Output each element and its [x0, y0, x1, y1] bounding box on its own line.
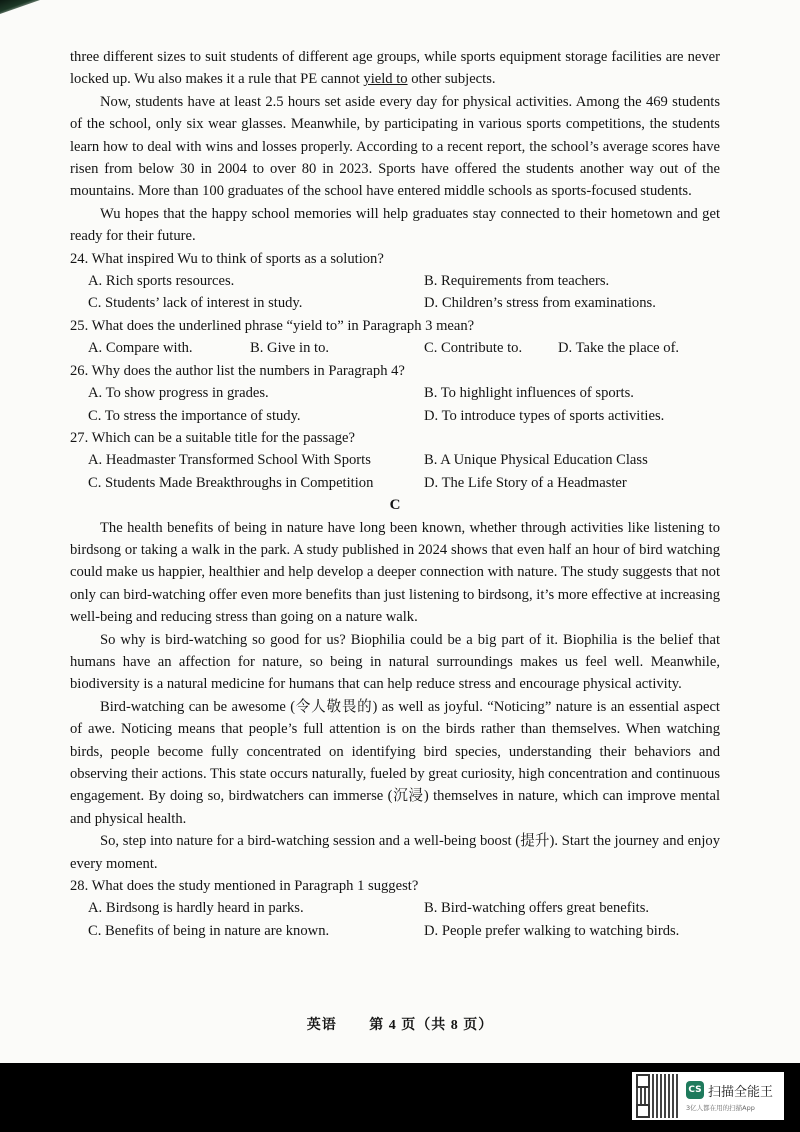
option-b: B. Bird-watching offers great benefits. — [424, 900, 650, 917]
option-b: B. Requirements from teachers. — [424, 273, 610, 290]
paragraph-c4: So, step into nature for a bird-watching session and a well-being boost (提升). Start the journey and enjoy every moment. — [70, 833, 720, 872]
footer-subject: 英语 — [306, 1018, 337, 1033]
page-content — [70, 46, 720, 942]
option-c: C. Students Made Breakthroughs in Competition — [88, 474, 374, 491]
option-c: C. Benefits of being in nature are known. — [88, 922, 330, 939]
option-a: A. To show progress in grades. — [88, 385, 269, 402]
question-24 — [70, 248, 720, 315]
question-stem: 26. Why does the author list the numbers in Paragraph 4? — [70, 362, 405, 379]
option-a: A. Rich sports resources. — [88, 273, 235, 290]
scanner-brand — [686, 1081, 773, 1112]
question-stem: 28. What does the study mentioned in Paragraph 1 suggest? — [70, 878, 419, 895]
question-stem: 27. Which can be a suitable title for the passage? — [70, 429, 356, 446]
option-a: A. Headmaster Transformed School With Sports — [88, 452, 371, 469]
paragraph-b4: Now, students have at least 2.5 hours set aside every day for physical activities. Among the 469 students of the school, only six wear glasses. Meanwhile, by participating in various sports competitions, the students learn how to deal with wins and losses properly. According to a recent report, the school’s average scores have risen from below 30 in 2004 to over 80 in 2023. Sports have offered the students another way out of the mountains. More than 100 graduates of the school have entered middle schools as sports-focused students. — [70, 93, 720, 200]
question-26 — [70, 360, 720, 427]
option-d: D. Children’s stress from examinations. — [424, 295, 656, 312]
option-d: D. People prefer walking to watching birds. — [424, 922, 680, 939]
scan-corner-shadow — [0, 0, 40, 14]
option-d: D. The Life Story of a Headmaster — [424, 474, 627, 491]
question-stem: 24. What inspired Wu to think of sports as a solution? — [70, 250, 384, 267]
option-a: A. Compare with. — [88, 340, 193, 357]
section-heading-c: C — [389, 497, 401, 514]
question-28 — [70, 875, 720, 942]
camscanner-logo-icon: CS — [686, 1081, 704, 1099]
option-b: B. To highlight influences of sports. — [424, 385, 634, 402]
option-d: D. To introduce types of sports activities. — [424, 407, 665, 424]
page-footer — [0, 1014, 800, 1034]
option-c: C. Students’ lack of interest in study. — [88, 295, 303, 312]
qr-code-icon[interactable] — [636, 1074, 680, 1118]
paragraph-b3-end: three different sizes to suit students of different age groups, while sports equipment storage facilities are never locked up. Wu also makes it a rule that PE cannot yield to other subjects. — [70, 49, 720, 88]
option-c: C. To stress the importance of study. — [88, 407, 301, 424]
option-d: D. Take the place of. — [558, 340, 680, 357]
underlined-phrase: yield to — [363, 71, 408, 88]
scanner-tagline: 3亿人都在用的扫描App — [686, 1103, 755, 1112]
question-stem: 25. What does the underlined phrase “yield to” in Paragraph 3 mean? — [70, 317, 475, 334]
option-b: B. Give in to. — [250, 340, 330, 357]
option-c: C. Contribute to. — [424, 340, 523, 357]
paragraph-c1: The health benefits of being in nature have long been known, whether through activities like listening to birdsong or taking a walk in the park. A study published in 2024 shows that even half an hour of bird watching could make us happier, healthier and help develop a deeper connection with nature. The study suggests that not only can bird-watching offer even more benefits than just listening to birdsong, it’s more effective at increasing well-being and reducing stress than going on a nature walk. — [70, 519, 720, 626]
question-25 — [70, 315, 720, 360]
paragraph-c3: Bird-watching can be awesome (令人敬畏的) as well as joyful. “Noticing” nature is an essential aspect of awe. Noticing means that people’s full attention is on the birds rather than themselves. When watching birds, people become fully concentrated on identifying bird species, understanding their behaviors and observing their actions. This state occurs naturally, fueled by great curiosity, high concentration and continuous engagement. By doing so, birdwatchers can immerse (沉浸) themselves in nature, which can improve mental and physical health. — [70, 698, 720, 827]
scanner-app-badge[interactable] — [632, 1072, 784, 1120]
paragraph-c2: So why is bird-watching so good for us? Biophilia could be a big part of it. Biophilia is the belief that humans have an affection for nature, so being in natural surroundings makes us feel well. Meanwhile, biodiversity is a natural medicine for humans that can help reduce stress and encourage physical activity. — [70, 631, 720, 693]
paragraph-b5: Wu hopes that the happy school memories will help graduates stay connected to their hometown and get ready for their future. — [70, 205, 720, 245]
option-b: B. A Unique Physical Education Class — [424, 452, 648, 469]
option-a: A. Birdsong is hardly heard in parks. — [88, 900, 304, 917]
question-27 — [70, 427, 720, 494]
scanner-app-name: 扫描全能王 — [708, 1084, 774, 1100]
footer-page-number: 第 4 页（共 8 页） — [369, 1018, 494, 1033]
